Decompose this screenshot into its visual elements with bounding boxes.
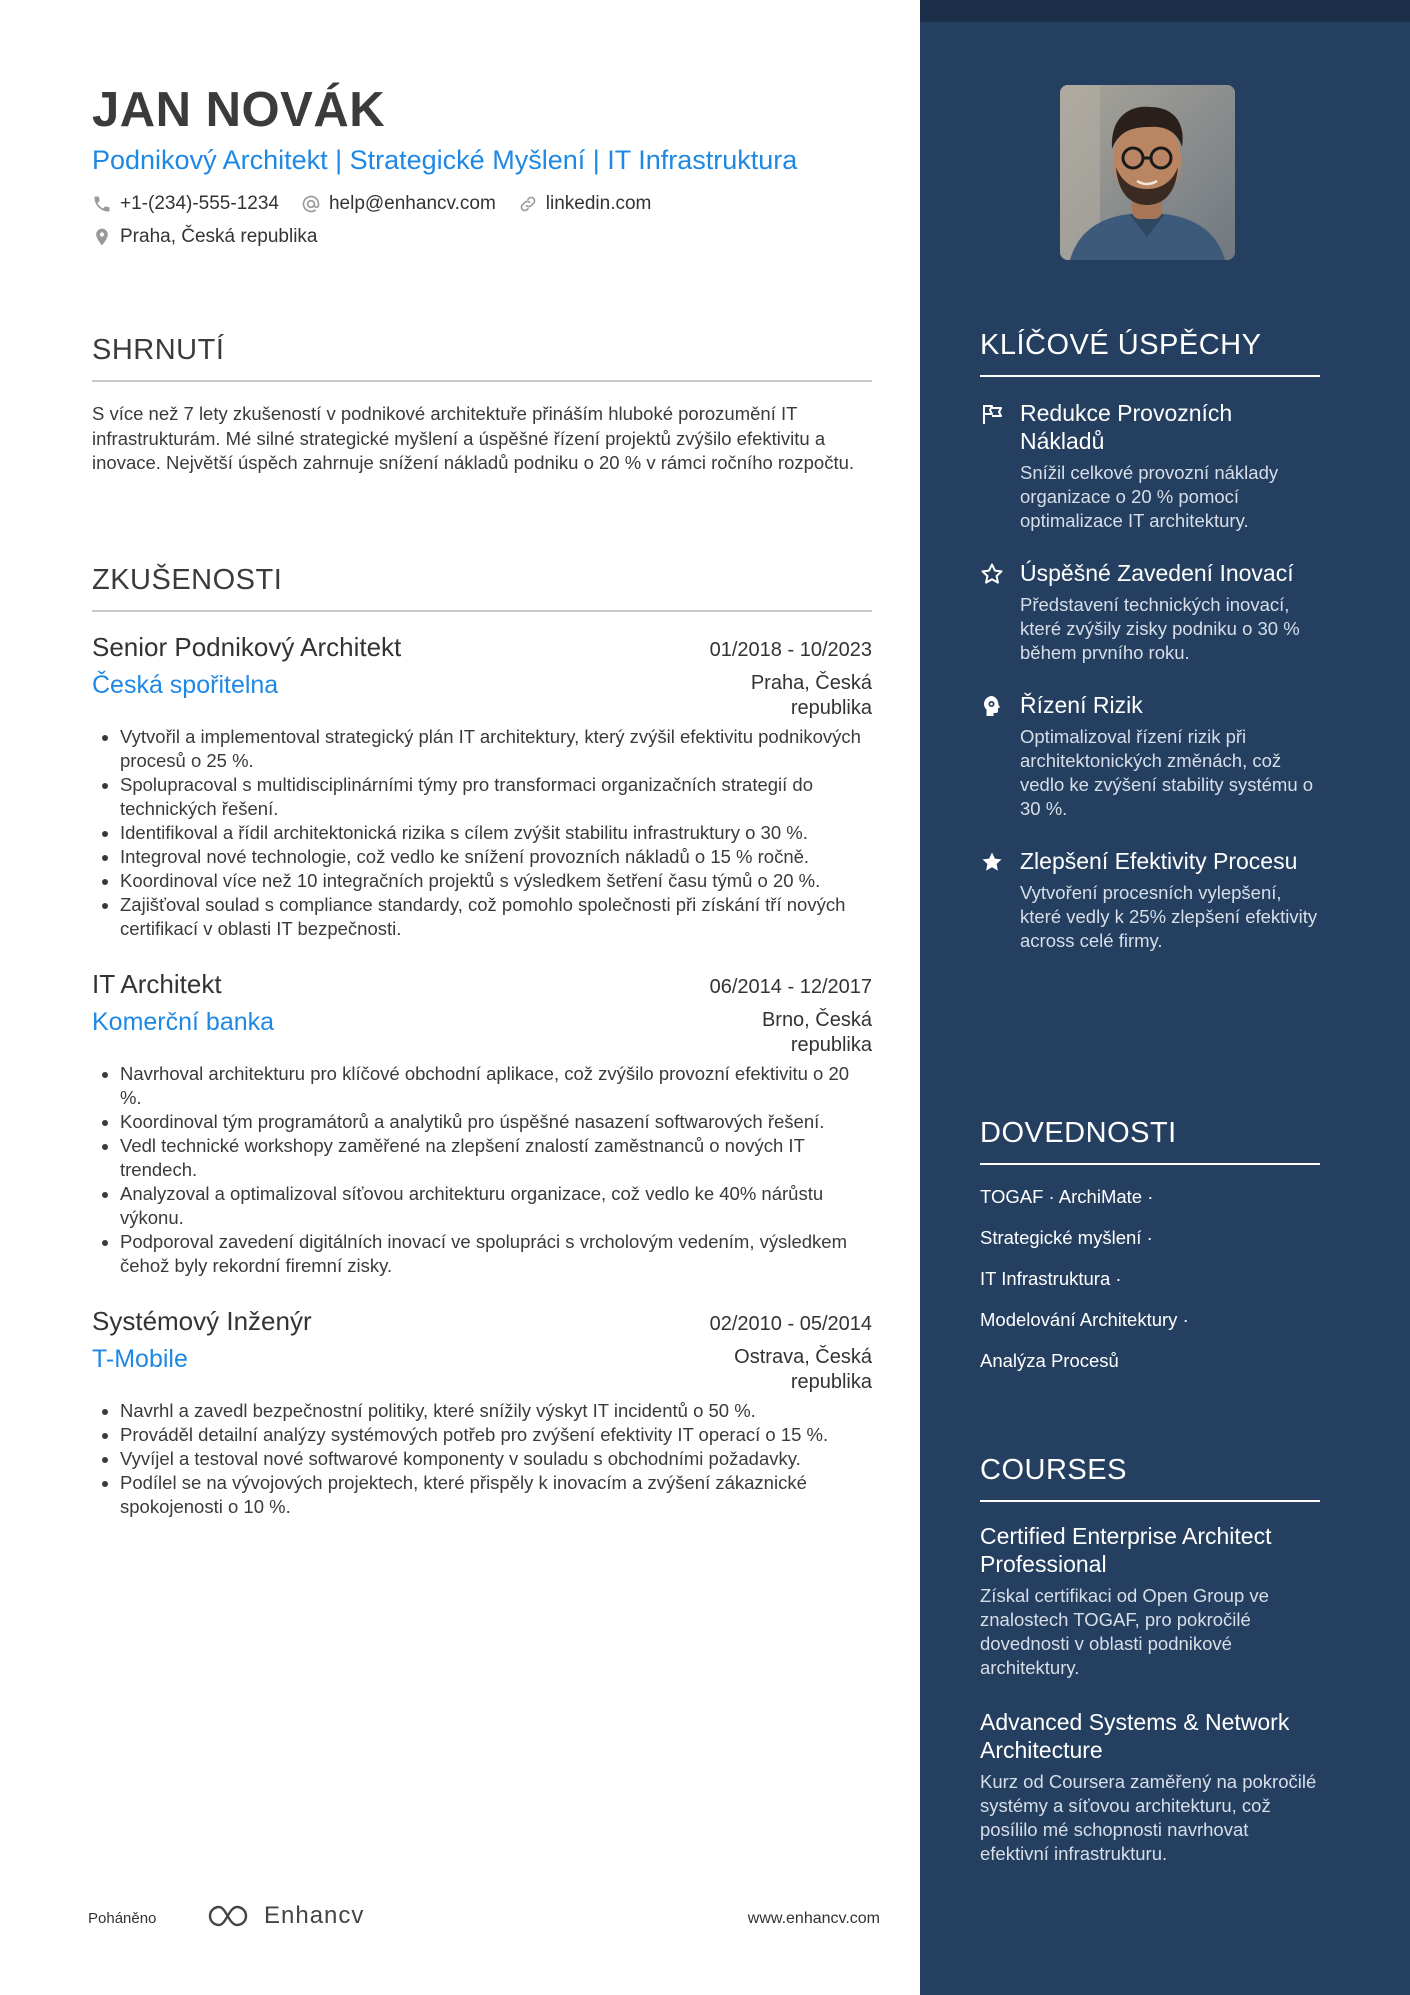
profile-photo xyxy=(1060,85,1235,260)
skill-item: Analýza Procesů xyxy=(980,1350,1119,1371)
skills-section xyxy=(980,1113,1320,1373)
course-desc: Získal certifikaci od Open Group ve znalostech TOGAF, pro pokročilé dovednosti v oblasti podnikové architektury. xyxy=(980,1585,1269,1678)
job-bullet: • Koordinoval tým programátorů a analytiků pro úspěšné nasazení softwarových řešení. xyxy=(120,1110,872,1134)
job-bullets xyxy=(92,725,872,941)
summary-title: SHRNUTÍ xyxy=(92,330,872,382)
job-bullet: • Analyzoval a optimalizoval síťovou architekturu organizace, což vedlo ke 40% nárůstu výkonu. xyxy=(120,1182,872,1230)
skill-item: Strategické myšlení · xyxy=(980,1227,1153,1248)
job-title: IT Architekt xyxy=(92,969,222,999)
headline: Podnikový Architekt | Strategické Myšlení | IT Infrastruktura xyxy=(92,145,798,175)
achievement-desc: Optimalizoval řízení rizik při architektonických změnách, což vedlo ke zvýšení stability systému o 30 %. xyxy=(1020,726,1314,819)
main-column xyxy=(92,80,872,1517)
star-filled-icon xyxy=(980,850,1004,874)
job-bullet: • Spolupracoval s multidisciplinárními týmy pro transformaci organizačních strategií do technických řešení. xyxy=(120,773,872,821)
job-company: T-Mobile xyxy=(92,1345,188,1373)
job-bullet: • Zajišťoval soulad s compliance standardy, což pomohlo společnosti při získání tří nových certifikací v oblasti IT bezpečnosti. xyxy=(120,893,872,941)
candidate-name: JAN NOVÁK xyxy=(92,83,386,137)
achievements-section xyxy=(980,325,1320,953)
job-entry xyxy=(92,632,872,941)
contact-location xyxy=(92,223,872,250)
link-icon xyxy=(518,194,538,214)
achievement-desc: Snížil celkové provozní náklady organizace o 20 % pomocí optimalizace IT architektury. xyxy=(1020,462,1279,531)
linkedin-text: linkedin.com xyxy=(545,193,652,214)
job-bullet: • Integroval nové technologie, což vedlo ke snížení provozních nákladů o 15 % ročně. xyxy=(120,845,872,869)
star-outline-icon xyxy=(980,562,1004,586)
email-text: help@enhancv.com xyxy=(328,193,496,214)
job-bullets xyxy=(92,1399,872,1519)
achievement-title: Redukce Provozních Nákladů xyxy=(1020,400,1233,454)
course-item xyxy=(980,1708,1320,1866)
job-location: Praha, Česká republika xyxy=(750,672,872,719)
job-location: Brno, Česká republika xyxy=(761,1009,872,1056)
achievement-desc: Vytvoření procesních vylepšení, které vedly k 25% zlepšení efektivity across celé firmy. xyxy=(1020,882,1318,951)
skills-title: DOVEDNOSTI xyxy=(980,1113,1320,1165)
experience-section xyxy=(92,560,872,1519)
achievement-desc: Představení technických inovací, které zvýšily zisky podniku o 30 % během prvního roku. xyxy=(1020,594,1300,663)
contact-linkedin[interactable] xyxy=(518,190,652,217)
job-bullet: • Navrhl a zavedl bezpečnostní politiky, které snížily výskyt IT incidentů o 50 %. xyxy=(120,1399,872,1423)
enhancv-logo-icon xyxy=(206,1902,256,1930)
website-link[interactable]: www.enhancv.com xyxy=(747,1910,880,1927)
powered-by-label: Poháněno xyxy=(88,1910,157,1927)
phone-icon xyxy=(92,194,112,214)
achievement-item xyxy=(980,399,1320,533)
location-text: Praha, Česká republika xyxy=(120,226,318,247)
achievement-item xyxy=(980,691,1320,821)
achievements-title: KLÍČOVÉ ÚSPĚCHY xyxy=(980,325,1320,377)
achievement-title: Řízení Rizik xyxy=(1020,692,1143,718)
job-title: Senior Podnikový Architekt xyxy=(92,632,402,662)
course-desc: Kurz od Coursera zaměřený na pokročilé systémy a síťovou architekturu, což posílilo mé schopnosti navrhovat efektivní infrastrukturu. xyxy=(980,1771,1317,1864)
job-bullet: • Podílel se na vývojových projektech, které přispěly k inovacím a zvýšení zákaznické spokojenosti o 10 %. xyxy=(120,1471,872,1519)
at-icon xyxy=(301,194,321,214)
contact-email[interactable] xyxy=(301,190,496,217)
brand-name: Enhancv xyxy=(264,1902,365,1929)
footer xyxy=(88,1900,880,1940)
job-company: Komerční banka xyxy=(92,1008,275,1036)
job-bullet: • Identifikoval a řídil architektonická rizika s cílem zvýšit stabilitu infrastruktury o 30 %. xyxy=(120,821,872,845)
job-bullet: • Podporoval zavedení digitálních inovací ve spolupráci s vrcholovým vedením, výsledkem čehož byly rekordní firemní zisky. xyxy=(120,1230,872,1278)
enhancv-logo[interactable] xyxy=(206,1902,364,1930)
job-dates: 02/2010 - 05/2014 xyxy=(709,1313,872,1335)
phone-text: +1-(234)-555-1234 xyxy=(120,193,279,214)
sidebar xyxy=(920,0,1410,1995)
courses-title: COURSES xyxy=(980,1450,1320,1502)
achievement-title: Úspěšné Zavedení Inovací xyxy=(1020,560,1294,586)
job-entry xyxy=(92,1306,872,1519)
job-title: Systémový Inženýr xyxy=(92,1306,312,1336)
job-bullet: • Vytvořil a implementoval strategický plán IT architektury, který zvýšil efektivitu podnikových procesů o 25 %. xyxy=(120,725,872,773)
course-item xyxy=(980,1522,1320,1680)
job-dates: 06/2014 - 12/2017 xyxy=(709,976,872,998)
job-entry xyxy=(92,969,872,1278)
achievement-title: Zlepšení Efektivity Procesu xyxy=(1020,848,1298,874)
job-bullet: • Koordinoval více než 10 integračních projektů s výsledkem šetření času týmů o 20 %. xyxy=(120,869,872,893)
job-bullet: • Vyvíjel a testoval nové softwarové komponenty v souladu s obchodními požadavky. xyxy=(120,1447,872,1471)
achievement-item xyxy=(980,847,1320,953)
summary-text: S více než 7 lety zkušeností v podnikové architektuře přináším hluboké porozumění IT infrastrukturám. Mé silné strategické myšlení a úspěšné řízení projektů zvýšilo efektivitu a inovace. Největší úspěch zahrnuje snížení nákladů podniku o 20 % v rámci ročního rozpočtu. xyxy=(92,403,855,473)
courses-section xyxy=(980,1450,1320,1866)
skill-item: Modelování Architektury · xyxy=(980,1309,1189,1330)
job-bullets xyxy=(92,1062,872,1278)
summary-section xyxy=(92,330,872,476)
contact-phone[interactable] xyxy=(92,190,279,217)
experience-title: ZKUŠENOSTI xyxy=(92,560,872,612)
head-idea-icon xyxy=(980,694,1004,718)
course-title: Advanced Systems & Network Architecture xyxy=(980,1709,1290,1763)
job-location: Ostrava, Česká republika xyxy=(734,1346,872,1393)
location-pin-icon xyxy=(92,227,112,247)
job-bullet: • Prováděl detailní analýzy systémových potřeb pro zvýšení efektivity IT operací o 15 %. xyxy=(120,1423,872,1447)
flag-icon xyxy=(980,402,1004,426)
sidebar-top-bar xyxy=(920,0,1410,22)
job-company: Česká spořitelna xyxy=(92,671,279,699)
achievement-item xyxy=(980,559,1320,665)
job-bullet: • Navrhoval architekturu pro klíčové obchodní aplikace, což zvýšilo provozní efektivitu o 20 %. xyxy=(120,1062,872,1110)
skill-item: IT Infrastruktura · xyxy=(980,1268,1122,1289)
contact-info xyxy=(92,190,872,250)
skill-item: TOGAF · ArchiMate · xyxy=(980,1186,1154,1207)
course-title: Certified Enterprise Architect Professional xyxy=(980,1523,1272,1577)
job-bullet: • Vedl technické workshopy zaměřené na zlepšení znalostí zaměstnanců o nových IT trendech. xyxy=(120,1134,872,1182)
profile-photo-image xyxy=(1060,85,1235,260)
job-dates: 01/2018 - 10/2023 xyxy=(709,639,872,661)
